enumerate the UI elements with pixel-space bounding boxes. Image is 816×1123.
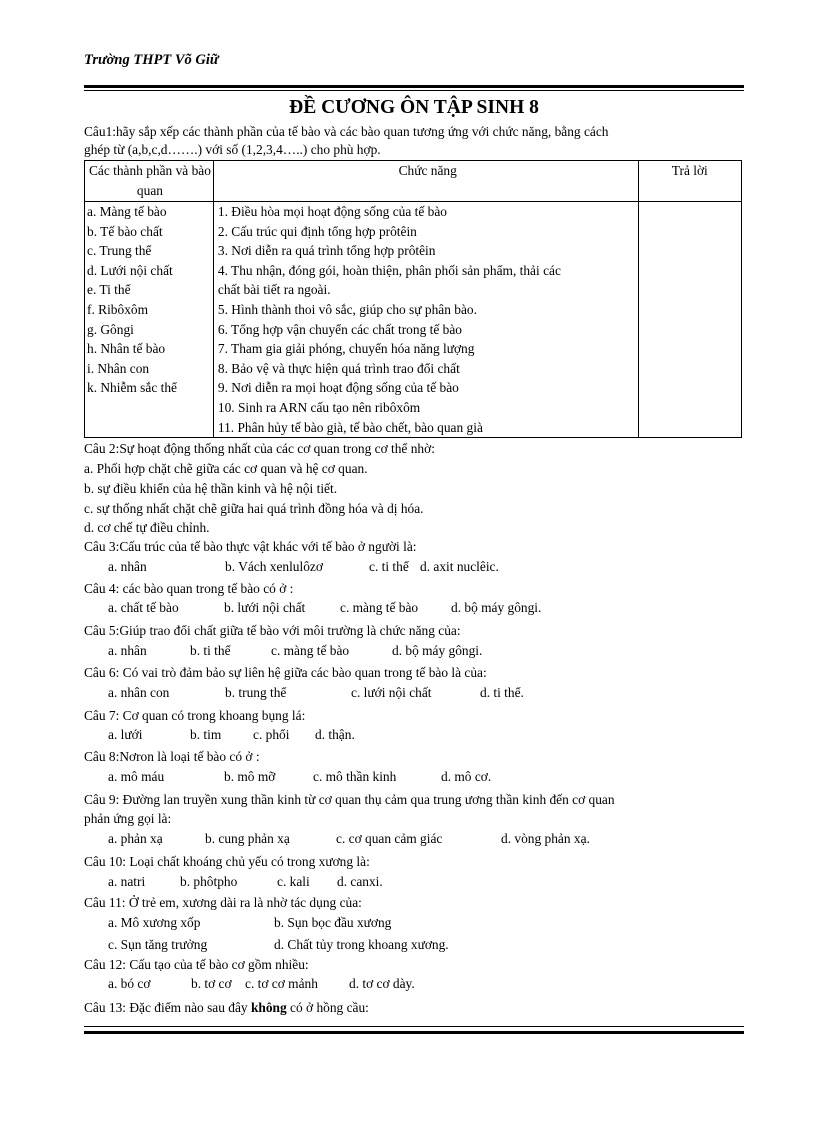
question-7-options <box>108 726 748 744</box>
question-1-prompt <box>84 123 744 159</box>
function-item: 7. Tham gia giải phóng, chuyển hóa năng lượng <box>217 341 475 357</box>
question-13-emphasis: không <box>250 1000 287 1015</box>
question-13 <box>84 999 744 1017</box>
option-b: b. Vách xenlulôzơ <box>225 559 323 574</box>
question-2-option-d: d. cơ chế tự điều chỉnh. <box>84 520 210 535</box>
function-item: 4. Thu nhận, đóng gói, hoàn thiện, phân phối sản phẩm, thải các <box>217 262 561 278</box>
option-a: a. nhân <box>108 559 147 574</box>
question-8-options <box>108 768 748 786</box>
option-d: d. axit nuclêic. <box>420 559 499 574</box>
option-c: c. ti thể <box>369 559 409 574</box>
option-d: d. canxi. <box>337 874 383 889</box>
component-item: f. Ribôxôm <box>87 301 149 317</box>
component-item: b. Tế bào chất <box>87 223 163 239</box>
question-10: Câu 10: Loại chất khoáng chủ yếu có trong xương là: <box>84 854 370 869</box>
footer-rule <box>84 1031 744 1034</box>
function-item: 6. Tổng hợp vận chuyển các chất trong tế bào <box>217 321 462 337</box>
option-d: d. bộ máy gôngi. <box>451 600 542 615</box>
footer-rule-thin <box>84 1026 744 1027</box>
question-2-option-a: a. Phối hợp chặt chẽ giữa các cơ quan và hệ cơ quan. <box>84 461 368 476</box>
component-item: d. Lưới nội chất <box>87 262 173 278</box>
component-item: a. Màng tế bào <box>87 204 167 219</box>
question-2-option-b: b. sự điều khiển của hệ thần kinh và hệ nội tiết. <box>84 481 338 496</box>
function-item: 10. Sinh ra ARN cấu tạo nên ribôxôm <box>217 399 421 415</box>
option-a: a. bó cơ <box>108 976 151 991</box>
option-c: c. phổi <box>253 727 290 742</box>
option-c: c. tơ cơ mảnh <box>245 976 318 991</box>
option-a: a. lưới <box>108 727 143 742</box>
option-a: a. phản xạ <box>108 831 163 846</box>
function-item: 1. Điều hòa mọi hoạt động sống của tế bào <box>217 204 447 219</box>
question-11-options-row-1 <box>108 914 748 932</box>
question-1-line-1: Câu1:hãy sắp xếp các thành phần của tế bào và các bào quan tương ứng với chức năng, bằng cách <box>84 124 609 139</box>
function-item: 2. Cấu trúc qui định tổng hợp prôtêin <box>217 223 417 239</box>
option-b: b. lưới nội chất <box>224 600 306 615</box>
option-c: c. mô thần kinh <box>313 769 397 784</box>
option-d: d. bộ máy gôngi. <box>392 643 483 658</box>
question-9-line-1: Câu 9: Đường lan truyền xung thần kinh từ cơ quan thụ cảm qua trung ương thần kinh đến cơ quan <box>84 792 615 807</box>
function-item: 11. Phân hủy tế bào già, tế bào chết, bào quan già <box>217 419 483 435</box>
option-c: c. màng tế bào <box>340 600 419 615</box>
option-d: d. thận. <box>315 727 355 742</box>
question-3-options <box>108 558 748 576</box>
function-item: 5. Hình thành thoi vô sắc, giúp cho sự phân bào. <box>217 301 477 317</box>
component-item: k. Nhiễm sắc thể <box>87 380 177 396</box>
option-b: b. ti thể <box>190 643 231 658</box>
option-c: c. cơ quan cảm giác <box>336 831 443 846</box>
answer-cell[interactable] <box>638 202 741 438</box>
question-11-options-row-2 <box>108 936 748 954</box>
option-d: d. tơ cơ dày. <box>349 976 415 991</box>
function-item: 8. Bảo vệ và thực hiện quá trình trao đổi chất <box>217 360 460 376</box>
option-a: a. mô máu <box>108 769 165 784</box>
component-item: h. Nhân tế bào <box>87 341 166 357</box>
question-5-options <box>108 642 748 660</box>
question-7: Câu 7: Cơ quan có trong khoang bụng lá: <box>84 708 306 723</box>
header-functions: Chức năng <box>213 161 638 202</box>
question-8: Câu 8:Nơron là loại tế bào có ở : <box>84 749 260 764</box>
option-c: c. lưới nội chất <box>351 685 432 700</box>
page-title: ĐỀ CƯƠNG ÔN TẬP SINH 8 <box>289 97 539 118</box>
function-item: chất bài tiết ra ngoài. <box>217 282 331 298</box>
question-10-options <box>108 873 748 891</box>
function-item: 9. Nơi diễn ra mọi hoạt động sống của tế bào <box>217 380 459 396</box>
option-a: a. nhân con <box>108 685 170 700</box>
option-d: d. Chất tủy trong khoang xương. <box>274 937 449 952</box>
question-13-text-start: Câu 13: Đặc điểm nào sau đây <box>84 1000 251 1015</box>
functions-cell <box>213 202 638 438</box>
component-item: e. Ti thể <box>87 282 131 298</box>
header-answer: Trả lời <box>638 161 741 202</box>
option-c: c. Sụn tăng trưởng <box>108 937 208 952</box>
option-c: c. màng tế bào <box>271 643 350 658</box>
question-9-line-2: phản ứng gọi là: <box>84 811 172 826</box>
option-a: a. natri <box>108 874 146 889</box>
question-6-options <box>108 684 748 702</box>
component-item: i. Nhân con <box>87 360 150 376</box>
question-12-options <box>108 975 748 993</box>
option-d: d. ti thể. <box>480 685 524 700</box>
option-b: b. phôtpho <box>180 874 238 889</box>
header-rule-thin <box>84 90 744 91</box>
question-4: Câu 4: các bào quan trong tế bào có ở : <box>84 581 294 596</box>
option-b: b. tơ cơ <box>191 976 232 991</box>
component-item: c. Trung thể <box>87 243 152 259</box>
question-5: Câu 5:Giúp trao đổi chất giữa tế bào với môi trường là chức năng của: <box>84 623 461 638</box>
header-rule <box>84 85 744 88</box>
option-a: a. Mô xương xốp <box>108 915 201 930</box>
question-6: Câu 6: Có vai trò đảm bảo sự liên hệ giữa các bào quan trong tế bào là của: <box>84 665 487 680</box>
option-d: d. mô cơ. <box>441 769 492 784</box>
option-b: b. mô mỡ <box>224 769 276 784</box>
question-3: Câu 3:Cấu trúc của tế bào thực vật khác với tế bào ở người là: <box>84 539 417 554</box>
component-item: g. Gôngi <box>87 321 134 337</box>
header-components: Các thành phần và bào quan <box>85 161 214 202</box>
table-header-row <box>85 161 742 202</box>
question-12: Câu 12: Cấu tạo của tế bào cơ gồm nhiều: <box>84 957 309 972</box>
components-cell <box>85 202 214 438</box>
question-11: Câu 11: Ở trẻ em, xương dài ra là nhờ tác dụng của: <box>84 895 362 910</box>
option-a: a. nhân <box>108 643 147 658</box>
option-b: b. Sụn bọc đầu xương <box>274 915 392 930</box>
school-name: Trường THPT Võ Giữ <box>84 52 219 68</box>
question-1-line-2: ghép từ (a,b,c,d…….) với số (1,2,3,4…..) cho phù hợp. <box>84 142 381 157</box>
question-4-options <box>108 599 748 617</box>
option-a: a. chất tế bào <box>108 600 179 615</box>
matching-table <box>84 160 742 438</box>
question-13-text-end: có ở hồng cầu: <box>286 1000 369 1015</box>
function-item: 3. Nơi diễn ra quá trình tổng hợp prôtêin <box>217 243 436 259</box>
option-b: b. trung thể <box>225 685 287 700</box>
option-b: b. tim <box>190 727 222 742</box>
option-c: c. kali <box>277 874 310 889</box>
option-d: d. vòng phản xạ. <box>501 831 590 846</box>
question-2-option-c: c. sự thống nhất chặt chẽ giữa hai quá trình đồng hóa và dị hóa. <box>84 501 424 516</box>
option-b: b. cung phản xạ <box>205 831 290 846</box>
question-9-options <box>108 830 748 848</box>
table-body-row <box>85 202 742 438</box>
question-2: Câu 2:Sự hoạt động thống nhất của các cơ quan trong cơ thể nhờ: <box>84 441 435 456</box>
